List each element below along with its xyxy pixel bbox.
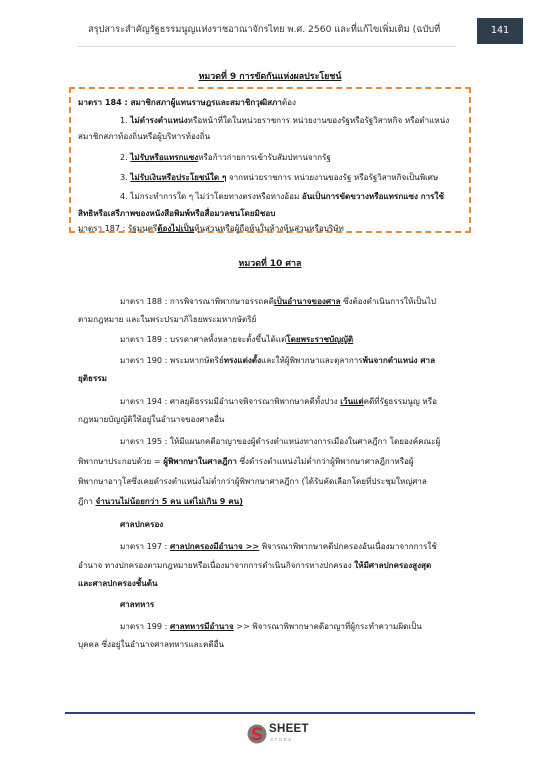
article-195-line-4: ฎีกา จำนวนไม่น้อยกว่า 5 คน แต่ไม่เกิน 9 คน)	[78, 496, 243, 506]
logo-wordmark: SHEET	[269, 723, 309, 735]
article-197-line-2: อำนาจ ทางปกครองตามกฎหมายหรือเนื่องมาจากการดำเนินกิจการทางปกครอง ให้มีศาลปกครองสูงสุด	[78, 560, 432, 570]
article-190: มาตรา 190 : พระมหากษัตริย์ทรงแต่งตั้งและให้ผู้พิพากษาและตุลาการพ้นจากตำแหน่ง ศาล	[120, 355, 436, 365]
logo-subtext: STORE	[270, 737, 293, 742]
article-199: มาตรา 199 : ศาลทหารมีอำนาจ >> พิจารณาพิพากษาคดีอาญาที่ผู้กระทำความผิดเป็น	[120, 621, 422, 631]
article-195-line-3: พิพากษาอาวุโสซึ่งเคยดำรงตำแหน่งไม่ต่ำกว่าผู้พิพากษาศาลฎีกา (ได้รับคัดเลือกโดยที่ประชุมใหญ่ศาล	[78, 476, 427, 486]
section-9-title: หมวดที่ 9 การขัดกันแห่งผลประโยชน์	[198, 72, 342, 82]
article-188: มาตรา 188 : การพิจารณาพิพากษาอรรถคดีเป็นอำนาจของศาล ซึ่งต้องดำเนินการให้เป็นไป	[120, 296, 436, 306]
military-court-heading: ศาลทหาร	[120, 599, 155, 609]
article-184-item-1: 1. ไม่ดำรงตำแหน่งหรือหน้าที่ใดในหน่วยราชการ หน่วยงานของรัฐหรือรัฐวิสาหกิจ หรือตำแหน่ง	[120, 115, 450, 125]
article-197-line-3: และศาลปกครองชั้นต้น	[78, 578, 158, 588]
article-195: มาตรา 195 : ให้มีแผนกคดีอาญาของผู้ดำรงตำแหน่งทางการเมืองในศาลฎีกา โดยองค์คณะผู้	[120, 436, 441, 446]
article-184-lead: มาตรา 184 : สมาชิกสภาผู้แทนราษฎรและสมาชิกวุฒิสภาต้อง	[78, 97, 296, 107]
article-184-item-3: 3. ไม่รับเงินหรือประโยชน์ใด ๆ จากหน่วยราชการ หน่วยงานของรัฐ หรือรัฐวิสาหกิจเป็นพิเศษ	[120, 172, 439, 182]
article-189: มาตรา 189 : บรรดาศาลทั้งหลายจะตั้งขึ้นได้แต่โดยพระราชบัญญัติ	[120, 334, 354, 344]
section-10-title: หมวดที่ 10 ศาล	[238, 259, 302, 269]
article-187: มาตรา 187 : รัฐมนตรีต้องไม่เป็นหุ้นส่วนหรือผู้ถือหุ้นในห้างหุ้นส่วนหรือบริษัท	[78, 223, 344, 233]
article-184-item-4-cont: สิทธิหรือเสรีภาพของหนังสือพิมพ์หรือสื่อมวลชนโดยมิชอบ	[78, 208, 276, 218]
article-184-item-2: 2. ไม่รับหรือแทรกแซงหรือก้าวก่ายการเข้ารับสัมปทานจากรัฐ	[120, 152, 331, 162]
article-199-cont: บุคคล ซึ่งอยู่ในอำนาจศาลทหารและคดีอื่น	[78, 639, 225, 649]
article-190-cont: ยุติธรรม	[78, 373, 107, 383]
article-194-cont: กฎหมายบัญญัติให้อยู่ในอำนาจของศาลอื่น	[78, 414, 225, 424]
sheet-logo-icon	[247, 724, 267, 744]
page-number-badge: 141	[477, 18, 523, 44]
admin-court-heading: ศาลปกครอง	[120, 519, 164, 529]
article-188-cont: ตามกฎหมาย และในพระปรมาภิไธยพระมหากษัตริย์	[78, 314, 257, 324]
article-197: มาตรา 197 : ศาลปกครองมีอำนาจ >> พิจารณาพิพากษาคดีปกครองอันเนื่องมาจากการใช้	[120, 541, 437, 551]
footer-divider	[65, 712, 475, 714]
header-divider	[78, 46, 456, 47]
article-194: มาตรา 194 : ศาลยุติธรรมมีอำนาจพิจารณาพิพากษาคดีทั้งปวง เว้นแต่คดีที่รัฐธรรมนูญ หรือ	[120, 396, 437, 406]
running-title: สรุปสาระสำคัญรัฐธรรมนูญแห่งราชอาณาจักรไทย พ.ศ. 2560 และที่แก้ไขเพิ่มเติม (ฉบับที่	[88, 24, 441, 35]
article-184-item-4: 4. ไม่กระทำการใด ๆ ไม่ว่าโดยทางตรงหรือทางอ้อม อันเป็นการขัดขวางหรือแทรกแซง การใช้	[120, 191, 444, 201]
page-header	[0, 18, 540, 44]
article-184-item-1-cont: สมาชิกสภาท้องถิ่นหรือผู้บริหารท้องถิ่น	[78, 131, 211, 141]
article-195-line-2: พิพากษาประกอบด้วย = ผู้พิพากษาในศาลฎีกา ซึ่งดำรงตำแหน่งไม่ต่ำกว่าผู้พิพากษาศาลฎีกาหรือผู้	[78, 456, 414, 466]
sheet-store-logo	[247, 722, 307, 748]
